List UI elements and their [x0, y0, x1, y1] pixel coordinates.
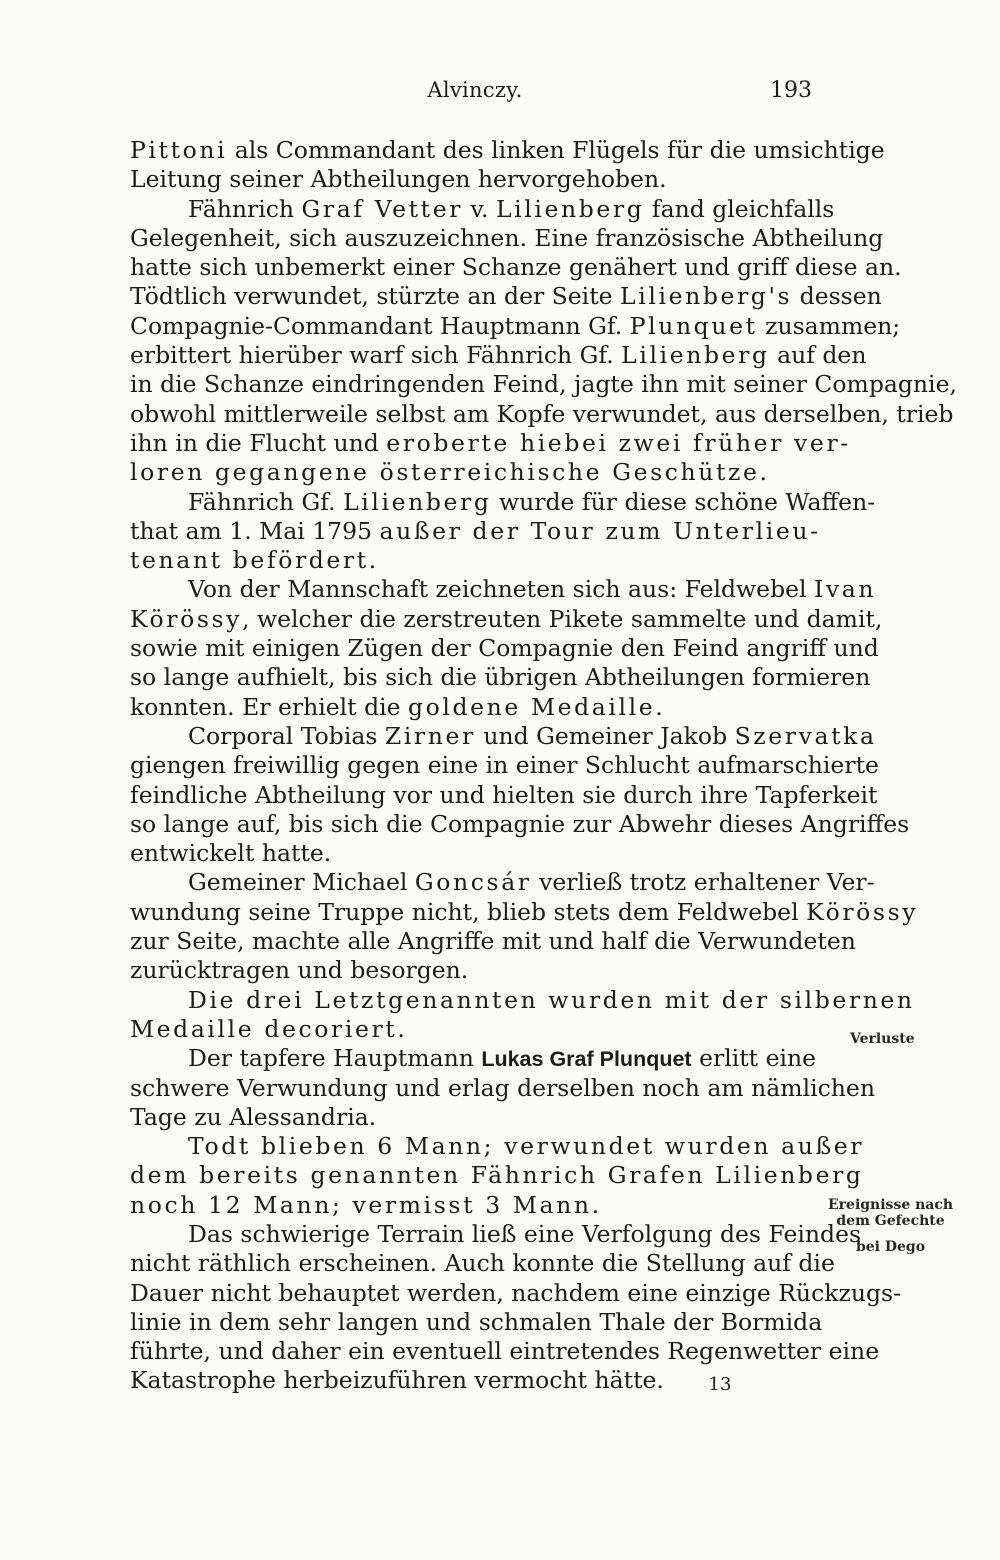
text-run: konnten. Er erhielt die — [130, 692, 409, 721]
spaced-emphasis: Zirner — [384, 721, 476, 750]
text-run: Leitung seiner Abtheilungen hervorgehoben. — [130, 165, 667, 194]
margin-note-verluste — [850, 1031, 915, 1047]
text-run: als Commandant des linken Flügels für die umsichtige — [227, 136, 885, 164]
text-line — [130, 1307, 823, 1337]
text-run: obwohl mittlerweile selbst am Kopfe verwundet, aus derselben, trieb — [130, 399, 954, 428]
text-run: nicht räthlich erscheinen. Auch konnte die Stellung auf die — [130, 1249, 835, 1278]
spaced-emphasis: Die drei Letztgenannten wurden mit der silbernen — [188, 985, 915, 1014]
spaced-emphasis: Körössy — [130, 604, 243, 633]
text-run: linie in dem sehr langen und schmalen Thale der Bormida — [130, 1307, 823, 1336]
text-line — [130, 516, 821, 546]
text-line — [130, 253, 902, 282]
text-run: . — [655, 692, 663, 721]
text-run: wurde für diese schöne Waffen- — [491, 487, 876, 516]
text-line — [130, 868, 875, 897]
text-line — [130, 663, 871, 692]
text-run: entwickelt hatte. — [130, 839, 332, 868]
text-run: Dauer nicht behauptet werden, nachdem eine einzige Rückzugs- — [130, 1278, 902, 1307]
text-line — [130, 1132, 865, 1161]
text-run: hatte sich unbemerkt einer Schanze genähert und griff diese an. — [130, 253, 902, 282]
spaced-emphasis: Ivan — [814, 575, 877, 604]
spaced-emphasis: dem bereits genannten Fähnrich Grafen Lilienberg — [130, 1161, 864, 1190]
text-line — [130, 721, 877, 751]
spaced-emphasis: eroberte hiebei zwei früher ver- — [386, 428, 851, 457]
text-line — [130, 1044, 816, 1073]
text-run: so lange auf, bis sich die Compagnie zur Abwehr dieses Angriffes — [130, 809, 910, 838]
text-run: Fähnrich — [188, 194, 302, 223]
text-line — [130, 1337, 880, 1366]
text-run: Das schwierige Terrain ließ eine Verfolgung des Feindes — [188, 1219, 862, 1248]
text-line — [130, 223, 884, 253]
running-title: Alvinczy. — [427, 78, 523, 102]
bold-name: Lukas Graf Plunquet — [481, 1047, 692, 1072]
spaced-emphasis: außer der Tour zum Unterlieu- — [379, 516, 821, 545]
text-run: in die Schanze eindringenden Feind, jagte ihn mit seiner Compagnie, — [130, 370, 957, 399]
text-line — [130, 428, 851, 458]
text-run: Gelegenheit, sich auszuzeichnen. Eine französische Abtheilung — [130, 223, 884, 252]
text-line — [130, 1015, 816, 1044]
text-line — [130, 546, 816, 575]
text-run: dessen — [792, 282, 882, 311]
text-line — [130, 634, 879, 663]
text-line — [130, 693, 816, 722]
spaced-emphasis: Lilienberg — [343, 487, 492, 516]
text-run: sowie mit einigen Zügen der Compagnie den Feind angriff und — [130, 634, 879, 663]
text-run: führte, und daher ein eventuell eintretendes Regenwetter eine — [130, 1337, 880, 1366]
margin-note-line: dem Gefechte — [836, 1213, 945, 1229]
margin-note-line: Ereignisse nach — [828, 1197, 954, 1213]
text-line — [130, 1219, 862, 1249]
text-line — [130, 1073, 875, 1103]
text-run: und Gemeiner Jakob — [475, 721, 735, 750]
text-run: ihn in die Flucht und — [130, 428, 387, 457]
text-line — [130, 370, 957, 399]
text-run: Tage zu Alessandria. — [130, 1102, 377, 1131]
text-line — [130, 165, 816, 194]
margin-note-line: bei Dego — [855, 1239, 926, 1255]
spaced-emphasis: Pittoni — [130, 136, 228, 164]
text-run: feindliche Abtheilung vor und hielten sie durch ihre Tapferkeit — [130, 780, 878, 809]
text-run: v. — [463, 194, 496, 223]
text-line — [130, 341, 867, 370]
text-run: erbittert hierüber warf sich Fähnrich Gf. — [130, 341, 622, 370]
spaced-emphasis: loren gegangene österreichische Geschütze. — [130, 458, 770, 487]
text-run: Corporal Tobias — [188, 721, 385, 750]
text-run: so lange aufhielt, bis sich die übrigen Abtheilungen formieren — [130, 663, 871, 692]
text-run: erlitt eine — [691, 1044, 817, 1073]
text-line — [130, 311, 901, 341]
spaced-emphasis: Lilienberg — [495, 194, 645, 223]
text-line — [130, 604, 883, 634]
text-line — [130, 282, 882, 311]
spaced-emphasis: Medaille decoriert. — [130, 1014, 408, 1043]
text-line — [130, 956, 816, 985]
text-line — [130, 458, 816, 487]
text-line — [130, 927, 856, 956]
spaced-emphasis: noch 12 Mann; vermisst 3 Mann. — [130, 1190, 602, 1219]
text-run: Der tapfere Hauptmann — [188, 1044, 482, 1073]
text-line — [130, 839, 816, 868]
page-number: 193 — [770, 78, 812, 103]
text-line — [130, 575, 877, 604]
spaced-emphasis: Todt blieben 6 Mann; verwundet wurden außer — [188, 1132, 865, 1161]
spaced-emphasis: Lilienberg's — [620, 282, 793, 311]
text-line — [130, 809, 910, 839]
text-line — [130, 985, 915, 1015]
signature-mark: 13 — [708, 1374, 732, 1395]
text-line — [130, 780, 878, 810]
spaced-emphasis: Lilienberg — [621, 341, 770, 370]
text-run: zurücktragen und besorgen. — [130, 956, 469, 985]
spaced-emphasis: Szervatka — [734, 721, 877, 750]
text-run: Compagnie-Commandant Hauptmann Gf. — [130, 311, 630, 340]
text-run: Fähnrich Gf. — [188, 487, 344, 516]
text-run: Katastrophe herbeizuführen vermocht hätte. — [130, 1366, 664, 1395]
spaced-emphasis: goldene Medaille — [408, 692, 656, 721]
running-head — [130, 78, 820, 106]
margin-note-ereignisse — [828, 1197, 953, 1255]
text-line — [130, 897, 919, 927]
text-run: schwere Verwundung und erlag derselben noch am nämlichen — [130, 1073, 875, 1102]
spaced-emphasis: Goncsár — [414, 868, 532, 897]
spaced-emphasis: Plunquet — [629, 311, 758, 340]
text-run: fand gleichfalls — [644, 194, 835, 223]
text-run: zusammen; — [757, 311, 901, 340]
text-line — [130, 1191, 816, 1220]
text-line — [130, 1103, 816, 1132]
text-run: giengen freiwillig gegen eine in einer Schlucht aufmarschierte — [130, 751, 879, 780]
text-run: Tödtlich verwundet, stürzte an der Seite — [130, 282, 621, 311]
spaced-emphasis: tenant befördert. — [130, 546, 379, 575]
text-line — [130, 1161, 864, 1190]
text-run: wundung seine Truppe nicht, blieb stets dem Feldwebel — [130, 897, 807, 926]
text-line — [130, 136, 885, 165]
margin-note-text: Verluste — [850, 1031, 915, 1047]
text-run: zur Seite, machte alle Angriffe mit und half die Verwundeten — [130, 927, 856, 956]
text-run: , welcher die zerstreuten Pikete sammelte und damit, — [242, 604, 883, 633]
spaced-emphasis: Graf Vetter — [301, 194, 464, 223]
text-line — [130, 751, 879, 780]
text-run: verließ trotz erhaltener Ver- — [531, 868, 875, 897]
text-line — [130, 1249, 835, 1278]
text-line — [130, 487, 876, 517]
text-run: auf den — [769, 341, 867, 370]
text-run: that am 1. Mai 1795 — [130, 516, 380, 545]
text-run: Von der Mannschaft zeichneten sich aus: Feldwebel — [188, 575, 815, 604]
spaced-emphasis: Körössy — [806, 897, 919, 926]
text-run: Gemeiner Michael — [188, 868, 415, 897]
text-line — [130, 399, 954, 429]
text-line — [130, 194, 835, 224]
text-line — [130, 1278, 902, 1308]
